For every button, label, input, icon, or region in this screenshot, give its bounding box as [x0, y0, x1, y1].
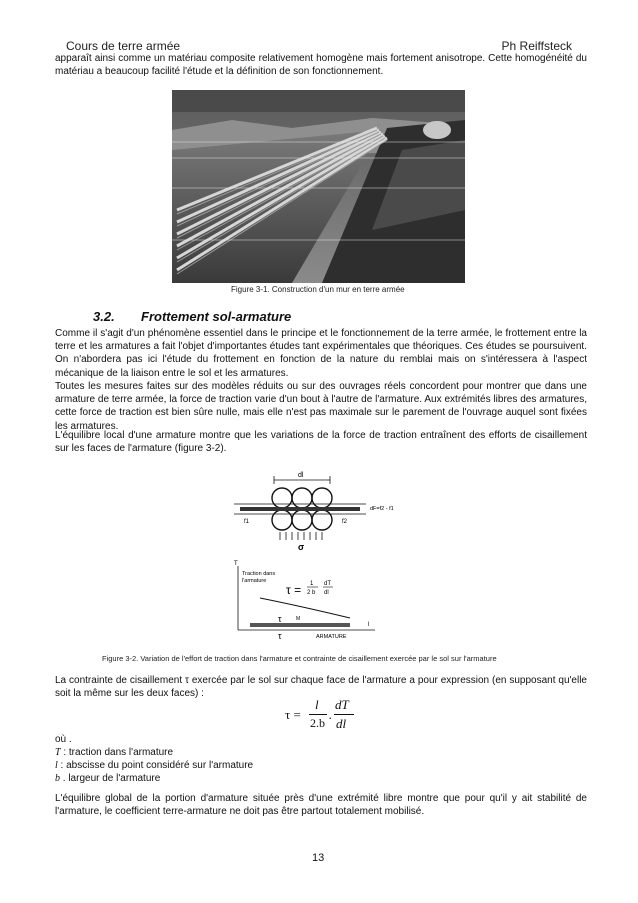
section-title: Frottement sol-armature: [141, 309, 292, 324]
graph-armature-strip: [250, 623, 350, 627]
definition-l: l : abscisse du point considéré sur l'armature: [55, 760, 254, 771]
label-f1: f1: [244, 519, 250, 525]
label-dl: dl: [298, 472, 304, 479]
label-armature: ARMATURE: [316, 634, 347, 640]
section-number: 3.2.: [93, 309, 115, 324]
body-paragraph-2: Toutes les mesures faites sur des modèles réduits ou sur des ouvrages réels concordent pour montrer que dans une armature de terre armée, la force de traction varie d'un bout à l'autre de l'armature. Aux extrémités libres des armatures, cette force de traction est bien sûre nulle, mais elle n'est pas maximale sur le parement de l'ouvrage auquel sont fixées les armatures.: [55, 381, 587, 432]
body-paragraph-1: Comme il s'agit d'un phénomène essentiel dans le principe et le fonctionnement de la terre armée, le frottement entre la terre et les armatures a fait l'objet d'importantes études tant expérimentales que théoriques. Ces études se poursuivent. On n'abordera pas ici l'étude du frottement en fonction de la nature du remblai mais on s'intéressera à l'aspect mécanique de la liaison entre le sol et les armatures.: [55, 328, 587, 379]
label-df: dF=f2 - f1: [370, 506, 394, 512]
figure1-caption: Figure 3-1. Construction d'un mur en terre armée: [231, 285, 405, 294]
definition-t: T : traction dans l'armature: [55, 747, 174, 758]
definition-b: b . largeur de l'armature: [55, 773, 161, 784]
label-tau-upper: τ: [278, 614, 282, 624]
label-t-axis: T: [234, 561, 238, 567]
tau-formula: [285, 697, 365, 733]
conclusion-paragraph: L'équilibre global de la portion d'armature située près d'une extrémité libre montre que pour qu'il y ait stabilité de l'armature, le coefficient terre-armature ne doit pas être partout totalement mobilisé.: [55, 793, 587, 818]
traction-curve: [260, 598, 350, 618]
shear-paragraph: La contrainte de cisaillement τ exercée par le sol sur chaque face de l'armature a pour expression (en supposant qu'elle soit la même sur les deux faces) :: [55, 675, 587, 700]
intro-paragraph: apparaît ainsi comme un matériau composite relativement homogène mais fortement anisotrope. Cette homogénéité du matériau a beaucoup facilité l'étude et la définition de son fonctionnement.: [55, 53, 587, 78]
label-frac2-num: dT: [324, 581, 332, 587]
label-frac1-den: 2 b: [307, 590, 316, 596]
construction-photo: [172, 90, 465, 283]
definitions-intro: où .: [55, 734, 72, 745]
label-traction: Traction dans: [242, 571, 276, 577]
sigma-arrows: [280, 532, 322, 540]
section-heading: [93, 309, 291, 324]
formula-num2: dT: [335, 697, 349, 712]
body-paragraph-3: L'équilibre local d'une armature montre que les variations de la force de traction entraînent des efforts de cisaillement sur les faces de l'armature (figure 3-2).: [55, 430, 587, 455]
definitions-list: [55, 733, 253, 785]
label-tau-lower: τ: [278, 631, 282, 640]
header-author: Ph Reiffsteck: [501, 39, 572, 53]
label-sigma: σ: [298, 542, 305, 552]
header-course-title: Cours de terre armée: [66, 39, 181, 53]
formula-num1: l: [315, 697, 319, 712]
formula-den1: 2.b: [310, 716, 325, 730]
label-m: M: [296, 616, 301, 622]
formula-lhs: τ =: [285, 707, 301, 722]
figure2-caption: Figure 3-2. Variation de l'effort de traction dans l'armature et contrainte de cisaillement exercée par le sol sur l'armature: [102, 654, 497, 663]
armature-strip: [240, 507, 360, 511]
figure2-diagram: [230, 468, 408, 640]
label-f2: f2: [342, 519, 348, 525]
label-armature-caption: l'armature: [242, 578, 267, 584]
label-frac2-den: dl: [324, 590, 329, 596]
formula-den2: dl: [336, 716, 347, 731]
label-frac1-num: 1: [310, 581, 314, 587]
label-l-axis: l: [368, 622, 370, 628]
formula-dot: .: [329, 707, 333, 722]
label-tau-eq: τ =: [286, 583, 302, 597]
page-number: 13: [312, 852, 325, 864]
